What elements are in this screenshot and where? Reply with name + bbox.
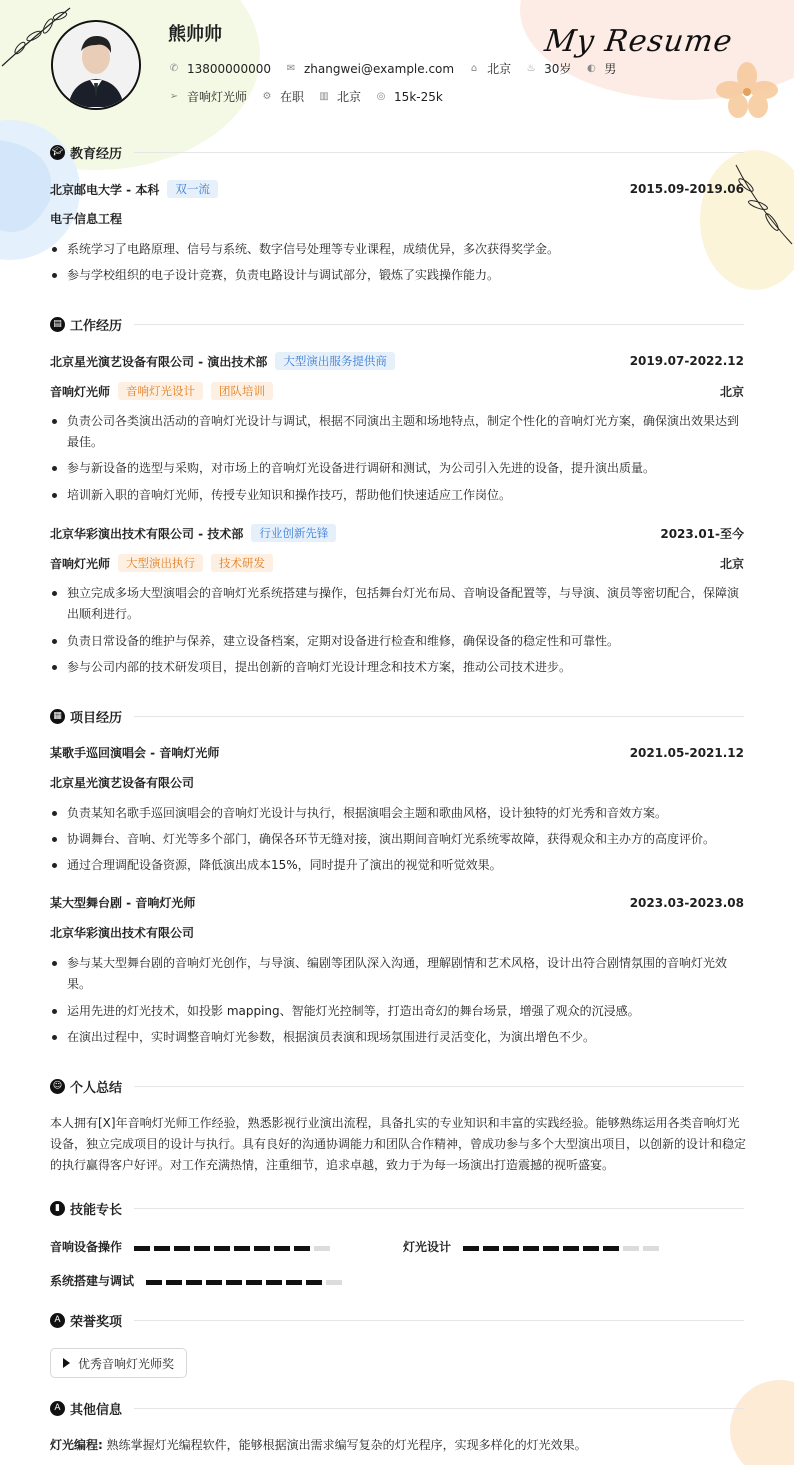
- skill-level-segment-filled: [214, 1246, 230, 1251]
- person-portrait-icon: [54, 23, 138, 107]
- job-intent-row: [168, 88, 457, 105]
- status-item: [261, 88, 304, 105]
- award-name: 优秀音响灯光师奖: [78, 1356, 175, 1371]
- project-name: 某大型舞台剧 - 音响灯光师: [50, 896, 196, 910]
- skill-level-segment-filled: [523, 1246, 539, 1251]
- work-bullet: 参与公司内部的技术研发项目，提出创新的音响灯光设计理念和技术方案，推动公司技术进步。: [50, 657, 750, 678]
- project-bullet: 负责某知名歌手巡回演唱会的音响灯光设计与执行，根据演唱会主题和歌曲风格，设计独特的灯光秀和音效方案。: [50, 803, 750, 824]
- gender-text: 男: [604, 62, 617, 76]
- projects-section-header: [50, 706, 744, 726]
- education-bullet: 系统学习了电路原理、信号与系统、数字信号处理等专业课程，成绩优异，多次获得奖学金。: [50, 239, 750, 260]
- role-tag: 团队培训: [211, 382, 273, 400]
- work-date: 2023.01-至今: [660, 526, 744, 541]
- bar-chart-icon: ▮: [50, 1201, 65, 1216]
- building-icon: ▥: [319, 91, 329, 102]
- my-resume-title: My Resume: [542, 24, 735, 59]
- skill-level-segment-filled: [294, 1246, 310, 1251]
- skill-name: 灯光设计: [403, 1240, 452, 1254]
- project-company-row: [50, 774, 744, 791]
- divider: [134, 1320, 744, 1321]
- project-company: 北京星光演艺设备有限公司: [50, 776, 195, 790]
- work-location: 北京: [719, 556, 744, 571]
- section-title: 工作经历: [70, 318, 123, 334]
- company-tag: 行业创新先锋: [251, 524, 336, 542]
- skill-level-bar: [134, 1240, 334, 1254]
- leaf-branch-icon: [726, 160, 794, 250]
- skill-level-segment-empty: [623, 1246, 639, 1251]
- skill-level-bar: [463, 1240, 663, 1254]
- skill-level-segment-filled: [166, 1280, 182, 1285]
- role-tag: 技术研发: [211, 554, 273, 572]
- section-title: 技能专长: [70, 1202, 123, 1218]
- skill-level-segment-filled: [246, 1280, 262, 1285]
- other-info-label: 灯光编程:: [50, 1438, 103, 1452]
- skill-level-segment-filled: [194, 1246, 210, 1251]
- education-bullet: 参与学校组织的电子设计竞赛，负责电路设计与调试部分，锻炼了实践操作能力。: [50, 265, 750, 286]
- section-title: 教育经历: [70, 146, 123, 162]
- skill-level-segment-filled: [226, 1280, 242, 1285]
- project-row: [50, 894, 744, 911]
- project-company: 北京华彩演出技术有限公司: [50, 926, 195, 940]
- skill-level-segment-filled: [174, 1246, 190, 1251]
- role-name: 音响灯光师: [50, 556, 111, 571]
- other-info: [50, 1435, 746, 1456]
- skill-level-segment-filled: [463, 1246, 479, 1251]
- work-bullet: 培训新入职的音响灯光师，传授专业知识和操作技巧，帮助他们快速适应工作岗位。: [50, 485, 750, 506]
- age-text: 30岁: [544, 62, 572, 76]
- divider: [134, 1086, 744, 1087]
- skill-level-segment-filled: [483, 1246, 499, 1251]
- school-tag: 双一流: [167, 180, 218, 198]
- phone-text: 13800000000: [187, 61, 271, 76]
- gender-icon: ◐: [587, 63, 596, 74]
- salary-item: [375, 90, 443, 104]
- skill-level-segment-filled: [206, 1280, 222, 1285]
- work-section-header: [50, 314, 744, 334]
- work-bullet: 负责公司各类演出活动的音响灯光设计与调试，根据不同演出主题和场地特点，制定个性化的音响灯光方案，确保演出效果达到最佳。: [50, 411, 750, 453]
- role-tag: 大型演出执行: [118, 554, 203, 572]
- position-text: 音响灯光师: [187, 90, 248, 104]
- section-title: 荣誉奖项: [70, 1314, 123, 1330]
- project-name: 某歌手巡回演唱会 - 音响灯光师: [50, 746, 220, 760]
- project-bullet: 运用先进的灯光技术，如投影 mapping、智能灯光控制等，打造出奇幻的舞台场景，增强了观众的沉浸感。: [50, 1001, 750, 1022]
- play-icon: [63, 1358, 70, 1368]
- hometown-item: [468, 60, 511, 77]
- skill-level-segment-filled: [274, 1246, 290, 1251]
- project-bullet: 通过合理调配设备资源，降低演出成本15%，同时提升了演出的视觉和听觉效果。: [50, 855, 750, 876]
- coin-icon: ◎: [376, 91, 386, 102]
- project-bullet: 参与某大型舞台剧的音响灯光创作，与导演、编剧等团队深入沟通，理解剧情和艺术风格，设计出符合剧情氛围的音响灯光效果。: [50, 953, 750, 995]
- other-info-text: 熟练掌握灯光编程软件，能够根据演出需求编写复杂的灯光程序，实现多样化的灯光效果。: [106, 1438, 587, 1452]
- role-tag: 音响灯光设计: [118, 382, 203, 400]
- cake-icon: ♨: [526, 63, 536, 74]
- work-location: 北京: [719, 384, 744, 399]
- skill-level-segment-filled: [266, 1280, 282, 1285]
- section-title: 其他信息: [70, 1402, 123, 1418]
- major-row: [50, 210, 744, 227]
- company-name: 北京星光演艺设备有限公司 - 演出技术部: [50, 354, 268, 369]
- work-role-row: [50, 382, 744, 400]
- project-bullet: 协调舞台、音响、灯光等多个部门，确保各环节无缝对接，演出期间音响灯光系统零故障，获得观众和主办方的高度评价。: [50, 829, 750, 850]
- skill-level-segment-filled: [306, 1280, 322, 1285]
- divider: [134, 716, 744, 717]
- skill-level-segment-filled: [154, 1246, 170, 1251]
- section-title: 项目经历: [70, 710, 123, 726]
- summary-text: 本人拥有[X]年音响灯光师工作经验，熟悉影视行业演出流程，具备扎实的专业知识和丰富的实践经验。能够熟练运用各类音响灯光设备，独立完成项目的设计与执行。具有良好的沟通协调能力和团队合作精神，曾成功参与多个大型演出项目，以创新的设计和稳定的执行赢得客户好评。对工作充满热情，注重细节，追求卓越，致力于为每一场演出打造震撼的视听盛宴。: [50, 1116, 747, 1172]
- skill-level-segment-filled: [146, 1280, 162, 1285]
- graduation-cap-icon: 🎓︎: [50, 145, 65, 160]
- salary-text: 15k-25k: [394, 89, 443, 104]
- project-date: 2023.03-2023.08: [629, 895, 744, 910]
- skill-level-segment-filled: [583, 1246, 599, 1251]
- info-icon: A: [50, 1401, 65, 1416]
- hometown-text: 北京: [487, 62, 512, 76]
- grid-icon: ▦: [50, 709, 65, 724]
- summary-section-header: [50, 1076, 744, 1096]
- gender-item: [585, 60, 616, 77]
- email-item: [285, 62, 454, 76]
- skill-level-segment-filled: [503, 1246, 519, 1251]
- avatar: [51, 20, 141, 110]
- home-icon: ⌂: [470, 63, 478, 74]
- skill-item: [50, 1272, 346, 1289]
- project-date: 2021.05-2021.12: [629, 745, 744, 760]
- city-text: 北京: [337, 90, 362, 104]
- major-name: 电子信息工程: [50, 212, 123, 226]
- skill-name: 音响设备操作: [50, 1240, 123, 1254]
- work-date: 2019.07-2022.12: [629, 354, 744, 368]
- skill-level-segment-filled: [543, 1246, 559, 1251]
- company-tag: 大型演出服务提供商: [275, 352, 395, 370]
- education-row: [50, 180, 744, 198]
- skill-item: [403, 1238, 663, 1255]
- gear-icon: ⚙: [262, 91, 272, 102]
- skill-level-segment-filled: [186, 1280, 202, 1285]
- work-role-row: [50, 554, 744, 572]
- award-item[interactable]: [50, 1348, 187, 1378]
- company-name: 北京华彩演出技术有限公司 - 技术部: [50, 526, 244, 541]
- divider: [134, 1408, 744, 1409]
- work-company-row: [50, 524, 744, 542]
- education-date: 2015.09-2019.06: [629, 182, 744, 196]
- role-name: 音响灯光师: [50, 384, 111, 399]
- skill-name: 系统搭建与调试: [50, 1274, 135, 1288]
- award-icon: A: [50, 1313, 65, 1328]
- city-item: [318, 88, 361, 105]
- skill-level-segment-filled: [254, 1246, 270, 1251]
- divider: [134, 152, 744, 153]
- section-title: 个人总结: [70, 1080, 123, 1096]
- other-section-header: [50, 1398, 744, 1418]
- work-company-row: [50, 352, 744, 370]
- mail-icon: ✉: [286, 63, 296, 74]
- project-bullet: 在演出过程中，实时调整音响灯光参数，根据演员表演和现场氛围进行灵活变化，为演出增色不少。: [50, 1027, 750, 1048]
- age-item: [525, 60, 571, 77]
- skill-level-segment-filled: [286, 1280, 302, 1285]
- briefcase-icon: ▤: [50, 317, 65, 332]
- skill-level-segment-filled: [134, 1246, 150, 1251]
- email-text: zhangwei@example.com: [303, 61, 455, 76]
- skill-level-segment-filled: [603, 1246, 619, 1251]
- contact-row: [168, 60, 630, 77]
- phone-icon: ✆: [169, 63, 179, 74]
- school-name: 北京邮电大学 - 本科: [50, 182, 160, 197]
- skill-level-segment-empty: [326, 1280, 342, 1285]
- project-company-row: [50, 924, 744, 941]
- skill-item: [50, 1238, 334, 1255]
- project-row: [50, 744, 744, 761]
- divider: [134, 1208, 744, 1209]
- work-bullet: 参与新设备的选型与采购，对市场上的音响灯光设备进行调研和测试，为公司引入先进的设备，提升演出质量。: [50, 458, 750, 479]
- phone-item: [168, 62, 271, 76]
- skill-level-segment-filled: [563, 1246, 579, 1251]
- status-text: 在职: [280, 90, 305, 104]
- skills-section-header: [50, 1198, 744, 1218]
- skill-level-segment-empty: [314, 1246, 330, 1251]
- user-icon: ☺: [50, 1079, 65, 1094]
- flower-icon: [712, 60, 782, 120]
- skill-level-segment-filled: [234, 1246, 250, 1251]
- skill-level-segment-empty: [643, 1246, 659, 1251]
- send-icon: ➢: [169, 91, 179, 102]
- education-section-header: [50, 142, 744, 162]
- divider: [134, 324, 744, 325]
- awards-section-header: [50, 1310, 744, 1330]
- work-bullet: 负责日常设备的维护与保养，建立设备档案，定期对设备进行检查和维修，确保设备的稳定性和可靠性。: [50, 631, 750, 652]
- position-item: [168, 88, 247, 105]
- candidate-name: 熊帅帅: [168, 24, 222, 45]
- work-bullet: 独立完成多场大型演唱会的音响灯光系统搭建与操作，包括舞台灯光布局、音响设备配置等，与导演、演员等密切配合，保障演出顺利进行。: [50, 583, 750, 625]
- skill-level-bar: [146, 1274, 346, 1288]
